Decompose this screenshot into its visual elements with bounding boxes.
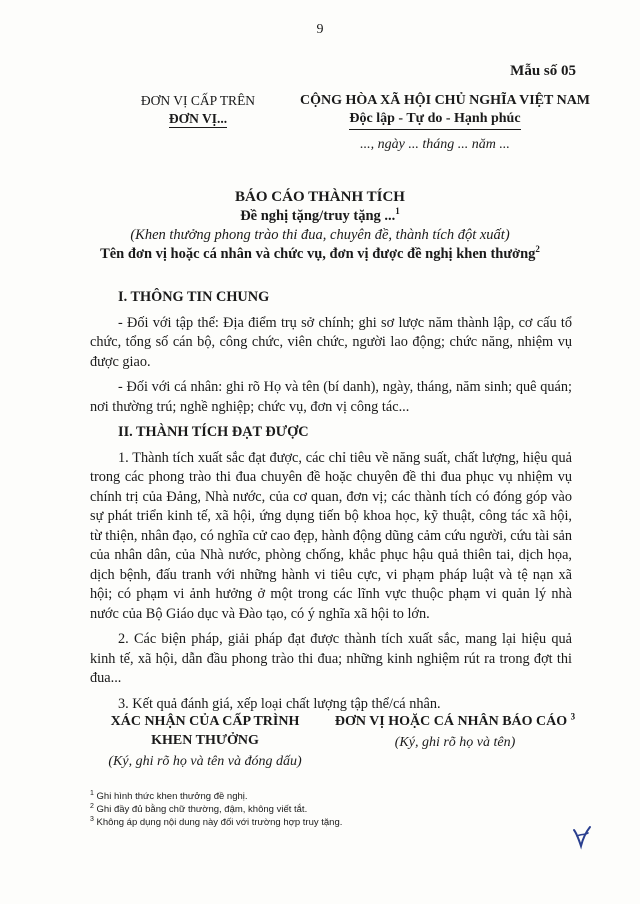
- section-2-heading: II. THÀNH TÍCH ĐẠT ĐƯỢC: [118, 424, 309, 440]
- header-left: [118, 92, 278, 128]
- footnote-text: Ghi đầy đủ bằng chữ thường, đậm, không viết tắt.: [96, 804, 308, 815]
- report-subtitle: [60, 207, 580, 226]
- report-subtitle-text: Đề nghị tặng/truy tặng ...: [240, 208, 396, 224]
- unit-name-text: ĐƠN VỊ...: [168, 111, 228, 126]
- signature-left-title-2: KHEN THƯỞNG: [151, 733, 259, 748]
- section-2-paragraph: 3. Kết quả đánh giá, xếp loại chất lượng tập thể/cá nhân.: [118, 695, 441, 712]
- signature-right-note: (Ký, ghi rõ họ và tên): [394, 735, 516, 750]
- footnote: [90, 803, 550, 816]
- section-2-paragraph: 2. Các biện pháp, giải pháp đạt được thành tích xuất sắc, mang lại hiệu quả kinh tế, xã hội, dẫn đầu phong trào thi đua; những kinh nghiệm rút ra trong đợt thi đua...: [90, 631, 572, 686]
- national-motto: Độc lập - Tự do - Hạnh phúc: [349, 110, 520, 130]
- footnote: [90, 816, 550, 829]
- national-title: CỘNG HÒA XÃ HỘI CHỦ NGHĨA VIỆT NAM: [300, 93, 591, 108]
- date-line: ..., ngày ... tháng ... năm ...: [360, 137, 510, 152]
- footnote-number: 2: [90, 802, 94, 810]
- unit-name: [118, 110, 278, 128]
- footnote-text: Ghi hình thức khen thưởng đề nghị.: [96, 791, 248, 802]
- report-title: BÁO CÁO THÀNH TÍCH: [235, 189, 405, 205]
- section-1-paragraph: - Đối với cá nhân: ghi rõ Họ và tên (bí danh), ngày, tháng, năm sinh; quê quán; nơi thường trú; nghề nghiệp; chức vụ, đơn vị công tác...: [90, 379, 572, 415]
- form-code: Mẫu số 05: [510, 63, 576, 79]
- handwritten-initial-mark: [571, 824, 593, 850]
- page-number: 9: [316, 22, 324, 37]
- section-2-paragraph: 1. Thành tích xuất sắc đạt được, các chỉ tiêu về năng suất, chất lượng, hiệu quả trong các phong trào thi đua chuyên đề hoặc chuyên đề thi đua phục vụ nhiệm vụ chính trị của Đảng, Nhà nước, của cơ quan, đơn vị; các thành tích có đóng góp vào sự phát triển kinh tế, xã hội, ứng dụng tiến bộ khoa học, kỹ thuật, công tác xã hội, từ thiện, nhân đạo, có nghĩa cử cao đẹp, hành động dũng cảm cứu người, cứu tài sản của nhân dân, của Nhà nước, phòng chống, khắc phục hậu quả thiên tai, dịch họa, dịch bệnh, đấu tranh với những hành vi tiêu cực, vi phạm pháp luật và tệ nạn xã hội; có phạm vi ảnh hưởng ở một trong các lĩnh vực thuộc phạm vi quản lý nhà nước của Bộ Giáo dục và Đào tạo, có ý nghĩa xã hội to lớn.: [90, 449, 572, 622]
- signature-block-left: [90, 712, 320, 771]
- section-1-paragraph: - Đối với tập thể: Địa điểm trụ sở chính; ghi sơ lược năm thành lập, cơ cấu tổ chức, tổng số cán bộ, công chức, viên chức, người lao động; chức năng, nhiệm vụ được giao.: [90, 314, 572, 370]
- report-title-block: [60, 188, 580, 264]
- footnote-number: 3: [90, 815, 94, 823]
- footnote-text: Không áp dụng nội dung này đối với trường hợp truy tặng.: [96, 817, 343, 828]
- signature-right-title-text: ĐƠN VỊ HOẶC CÁ NHÂN BÁO CÁO: [334, 714, 568, 729]
- footnote-ref-3: 3: [570, 711, 576, 722]
- report-nominee: [60, 245, 580, 264]
- footnotes: [90, 790, 550, 829]
- signature-left-note: (Ký, ghi rõ họ và tên và đóng dấu): [108, 754, 302, 769]
- footnote-ref-2: 2: [535, 244, 540, 255]
- report-category: (Khen thưởng phong trào thi đua, chuyên đề, thành tích đột xuất): [130, 227, 510, 243]
- report-body: [90, 288, 572, 714]
- section-1-heading: I. THÔNG TIN CHUNG: [118, 289, 270, 305]
- footnote-ref-1: 1: [395, 206, 400, 217]
- header-right: [300, 92, 591, 154]
- signature-left-title-1: XÁC NHẬN CỦA CẤP TRÌNH: [110, 714, 300, 729]
- footnote-number: 1: [90, 789, 94, 797]
- footnote: [90, 790, 550, 803]
- parent-unit: ĐƠN VỊ CẤP TRÊN: [140, 93, 256, 108]
- report-nominee-text: Tên đơn vị hoặc cá nhân và chức vụ, đơn vị được đề nghị khen thưởng: [100, 246, 536, 262]
- signature-block-right: [330, 712, 580, 752]
- signature-right-title: [330, 712, 580, 731]
